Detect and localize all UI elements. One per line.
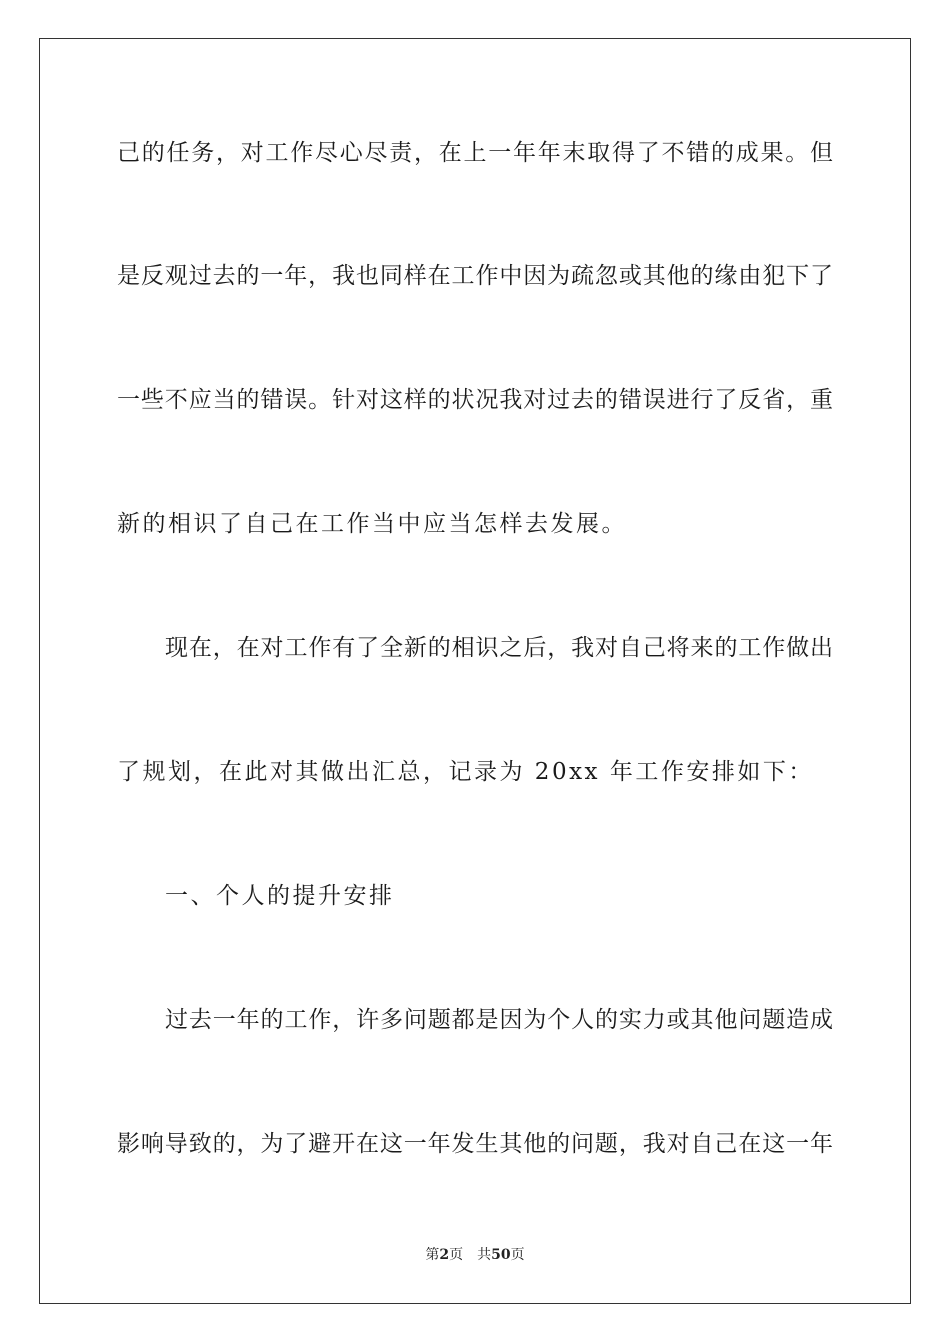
body-line-1: 己的任务，对工作尽心尽责，在上一年年末取得了不错的成果。但 [117,140,833,166]
page-border [39,38,911,1304]
body-line-4: 新的相识了自己在工作当中应当怎样去发展。 [117,511,627,537]
page-suffix: 页 [449,1247,464,1263]
body-line-5: 现在，在对工作有了全新的相识之后，我对自己将来的工作做出 [165,635,833,661]
section-heading: 一、个人的提升安排 [165,883,395,909]
page-prefix: 第 [425,1247,440,1263]
total-suffix: 页 [510,1247,525,1263]
body-line-9: 影响导致的，为了避开在这一年发生其他的问题，我对自己在这一年 [117,1131,833,1157]
total-pages: 50 [491,1247,511,1263]
body-line-3: 一些不应当的错误。针对这样的状况我对过去的错误进行了反省，重 [117,387,833,413]
body-line-2: 是反观过去的一年，我也同样在工作中因为疏忽或其他的缘由犯下了 [117,263,833,289]
total-prefix: 共 [477,1247,492,1263]
body-line-6: 了规划，在此对其做出汇总，记录为 20xx 年工作安排如下： [117,759,814,785]
page-number: 2 [439,1247,450,1263]
page-footer [0,1246,950,1264]
body-line-8: 过去一年的工作，许多问题都是因为个人的实力或其他问题造成 [165,1007,833,1033]
